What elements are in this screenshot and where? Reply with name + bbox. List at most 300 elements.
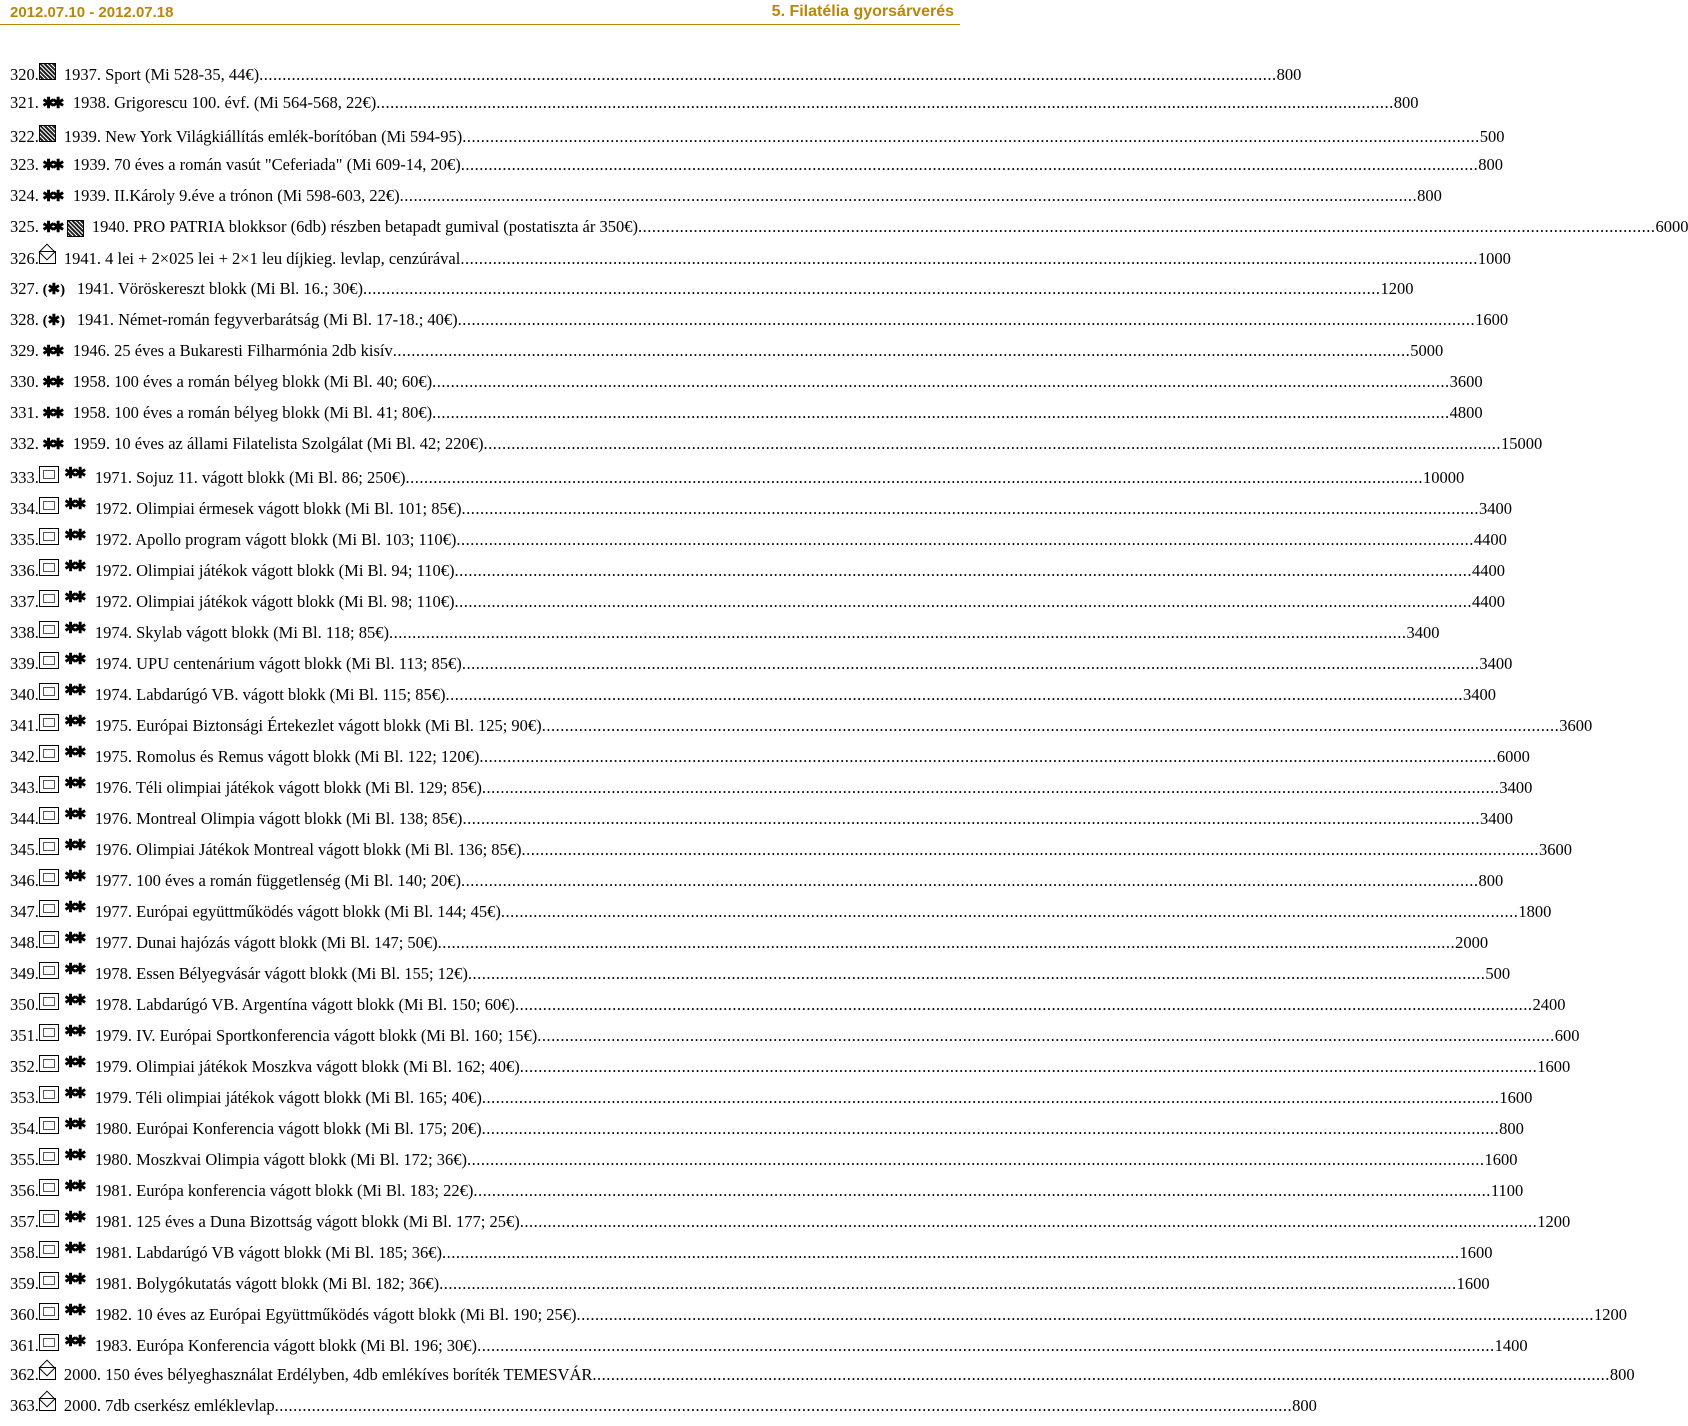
lot-number: 336.	[10, 560, 39, 580]
lot-description: 1976. Téli olimpiai játékok vágott blokk (Mi Bl. 129; 85€)	[94, 777, 482, 797]
lot-number: 341.	[10, 715, 39, 735]
mnh-icon: ✱✱	[64, 1055, 84, 1071]
dot-leader: ............................................................................................................................................................................................................................	[461, 653, 1480, 673]
dot-leader: ............................................................................................................................................................................................................................	[363, 279, 1381, 298]
lot-number: 352.	[10, 1056, 39, 1076]
circle-star-icon: (✱)	[42, 282, 66, 298]
mnh-icon: ✱✱	[64, 900, 84, 916]
lot-row	[10, 496, 1513, 527]
lot-number: 330.	[10, 372, 39, 391]
lot-number: 343.	[10, 777, 39, 797]
mnh-icon: ✱✱	[64, 931, 84, 947]
dot-leader: ............................................................................................................................................................................................................................	[405, 467, 1423, 487]
sheet-icon	[39, 869, 59, 886]
sheet-icon	[39, 962, 59, 979]
dot-leader: ............................................................................................................................................................................................................................	[541, 715, 1560, 735]
lot-icons	[39, 124, 56, 142]
lot-description: 1981. Labdarúgó VB vágott blokk (Mi Bl. 185; 36€)	[94, 1242, 442, 1262]
lot-description: 1979. Téli olimpiai játékok vágott blokk (Mi Bl. 165; 40€)	[94, 1087, 482, 1107]
lot-price: 3400	[1479, 808, 1513, 828]
lot-price: 3400	[1406, 622, 1440, 642]
lot-icons	[39, 1364, 56, 1382]
lot-description: 1975. Európai Biztonsági Értekezlet vágott blokk (Mi Bl. 125; 90€)	[94, 715, 542, 735]
dot-leader: ............................................................................................................................................................................................................................	[460, 248, 1478, 268]
lot-description: 1980. Európai Konferencia vágott blokk (Mi Bl. 175; 20€)	[94, 1118, 482, 1138]
lot-row	[10, 310, 1509, 341]
lot-row	[10, 62, 1302, 93]
lot-icons	[39, 1395, 56, 1413]
lot-price: 4800	[1449, 403, 1483, 422]
lot-description: 1976. Montreal Olimpia vágott blokk (Mi Bl. 138; 85€)	[94, 808, 463, 828]
lot-description: 1982. 10 éves az Európai Együttműködés vágott blokk (Mi Bl. 190; 25€)	[94, 1304, 577, 1324]
lot-number: 340.	[10, 684, 39, 704]
mnh-icon: ✱✱	[64, 776, 84, 792]
lot-icons	[39, 436, 65, 454]
lot-row	[10, 558, 1505, 589]
lot-price: 600	[1554, 1025, 1580, 1045]
mnh-icon: ✱✱	[42, 158, 62, 174]
lot-description: 1939. II.Károly 9.éve a trónon (Mi 598-603, 22€)	[72, 186, 400, 205]
lot-description: 1977. Dunai hajózás vágott blokk (Mi Bl. 147; 50€)	[94, 932, 438, 952]
lot-number: 360.	[10, 1304, 39, 1324]
lot-number: 322.	[10, 126, 39, 146]
dot-leader: ............................................................................................................................................................................................................................	[537, 1025, 1555, 1045]
lot-description: 1979. IV. Európai Sportkonferencia vágott blokk (Mi Bl. 160; 15€)	[94, 1025, 538, 1045]
lot-icons	[39, 744, 87, 762]
dot-leader: ............................................................................................................................................................................................................................	[514, 994, 1533, 1014]
mnh-icon: ✱✱	[42, 406, 62, 422]
dot-leader: ............................................................................................................................................................................................................................	[521, 839, 1540, 859]
lot-row	[10, 713, 1593, 744]
lot-row	[10, 1054, 1571, 1085]
sheet-icon	[39, 497, 59, 514]
lot-icons	[39, 312, 69, 330]
lot-description: 1939. New York Világkiállítás emlék-borítóban (Mi 594-95)	[63, 126, 463, 146]
sheet-icon	[39, 900, 59, 917]
lot-icons	[39, 961, 87, 979]
sheet-icon	[39, 528, 59, 545]
mnh-icon: ✱✱	[64, 1210, 84, 1226]
lot-price: 1400	[1494, 1335, 1528, 1355]
lot-row	[10, 1271, 1490, 1302]
lot-row	[10, 589, 1505, 620]
mnh-icon: ✱✱	[64, 1272, 84, 1288]
lot-row	[10, 217, 1688, 248]
dot-leader: ............................................................................................................................................................................................................................	[637, 217, 1656, 236]
lot-price: 1600	[1475, 310, 1509, 329]
mnh-icon: ✱✱	[64, 1179, 84, 1195]
lot-icons	[39, 1178, 87, 1196]
mnh-icon: ✱✱	[64, 869, 84, 885]
lot-icons	[39, 343, 65, 361]
lot-price: 3400	[1462, 684, 1496, 704]
sheet-icon	[39, 931, 59, 948]
mnh-icon: ✱✱	[64, 807, 84, 823]
sheet-icon	[39, 1148, 59, 1165]
lot-row	[10, 775, 1533, 806]
dot-leader: ............................................................................................................................................................................................................................	[473, 1180, 1491, 1200]
lot-row	[10, 1085, 1533, 1116]
lot-description: 1939. 70 éves a román vasút "Ceferiada" (Mi 609-14, 20€)	[72, 155, 461, 174]
mnh-icon: ✱✱	[42, 220, 62, 236]
lot-price: 1600	[1459, 1242, 1493, 1262]
lot-description: 1981. 125 éves a Duna Bizottság vágott blokk (Mi Bl. 177; 25€)	[94, 1211, 520, 1231]
lot-number: 359.	[10, 1273, 39, 1293]
lot-row	[10, 1209, 1571, 1240]
mnh-icon: ✱✱	[64, 993, 84, 1009]
lot-description: 1979. Olimpiai játékok Moszkva vágott blokk (Mi Bl. 162; 40€)	[94, 1056, 520, 1076]
lot-description: 1958. 100 éves a román bélyeg blokk (Mi Bl. 40; 60€)	[72, 372, 433, 391]
lot-description: 1958. 100 éves a román bélyeg blokk (Mi Bl. 41; 80€)	[72, 403, 433, 422]
lot-description: 1978. Essen Bélyegvásár vágott blokk (Mi Bl. 155; 12€)	[94, 963, 468, 983]
mnh-icon: ✱✱	[42, 96, 62, 112]
lot-description: 1978. Labdarúgó VB. Argentína vágott blokk (Mi Bl. 150; 60€)	[94, 994, 515, 1014]
mnh-icon: ✱✱	[64, 466, 84, 482]
lot-price: 800	[1417, 186, 1442, 205]
envelope-icon	[39, 1398, 56, 1411]
lot-description: 1981. Bolygókutatás vágott blokk (Mi Bl. 182; 36€)	[94, 1273, 440, 1293]
lot-number: 354.	[10, 1118, 39, 1138]
lot-row	[10, 341, 1444, 372]
lot-description: 2000. 150 éves bélyeghasználat Erdélyben, 4db emlékíves boríték TEMESVÁR	[63, 1364, 593, 1384]
lot-price: 800	[1478, 155, 1503, 174]
dot-leader: ............................................................................................................................................................................................................................	[456, 529, 1474, 549]
lot-icons	[39, 620, 87, 638]
lot-description: 1977. Európai együttműködés vágott blokk (Mi Bl. 144; 45€)	[94, 901, 501, 921]
dot-leader: ............................................................................................................................................................................................................................	[388, 622, 1407, 642]
lot-description: 1972. Apollo program vágott blokk (Mi Bl. 103; 110€)	[94, 529, 457, 549]
sheet-icon	[39, 1241, 59, 1258]
lot-number: 327.	[10, 279, 39, 298]
lot-icons	[39, 1147, 87, 1165]
lot-icons	[39, 95, 65, 113]
lot-number: 334.	[10, 498, 39, 518]
lot-icons	[39, 1116, 87, 1134]
sheet-icon	[39, 1024, 59, 1041]
mnh-icon: ✱✱	[64, 745, 84, 761]
lot-number: 339.	[10, 653, 39, 673]
lot-row	[10, 744, 1530, 775]
lot-number: 353.	[10, 1087, 39, 1107]
lot-description: 1946. 25 éves a Bukaresti Filharmónia 2db kisív	[72, 341, 393, 360]
lot-description: 1980. Moszkvai Olimpia vágott blokk (Mi Bl. 172; 36€)	[94, 1149, 468, 1169]
lot-price: 3400	[1479, 653, 1513, 673]
mnh-icon: ✱✱	[64, 1334, 84, 1350]
mnh-icon: ✱✱	[64, 962, 84, 978]
mnh-icon: ✱✱	[42, 344, 62, 360]
lot-number: 320.	[10, 64, 39, 84]
sheet-icon	[39, 838, 59, 855]
lot-number: 333.	[10, 467, 39, 487]
lot-row	[10, 279, 1414, 310]
lot-icons	[39, 558, 87, 576]
dot-leader: ............................................................................................................................................................................................................................	[376, 93, 1394, 112]
dot-leader: ............................................................................................................................................................................................................................	[481, 1087, 1500, 1107]
lot-row	[10, 1333, 1528, 1364]
lot-row	[10, 248, 1511, 279]
sheet-icon	[39, 807, 59, 824]
lot-description: 1940. PRO PATRIA blokksor (6db) részben betapadt gumival (postatiszta ár 350€)	[91, 217, 638, 236]
lot-number: 357.	[10, 1211, 39, 1231]
lot-description: 1937. Sport (Mi 528-35, 44€)	[63, 64, 260, 84]
dot-leader: ............................................................................................................................................................................................................................	[481, 1118, 1500, 1138]
mnh-icon: ✱✱	[64, 528, 84, 544]
lot-row	[10, 620, 1440, 651]
lot-icons	[39, 992, 87, 1010]
lot-price: 800	[1292, 1395, 1317, 1415]
lot-row	[10, 465, 1465, 496]
lot-icons	[39, 188, 65, 206]
lot-icons	[39, 219, 84, 237]
lot-number: 325.	[10, 217, 39, 236]
envelope-icon	[39, 1367, 56, 1380]
mnh-icon: ✱✱	[42, 375, 62, 391]
dot-leader: ............................................................................................................................................................................................................................	[462, 808, 1480, 828]
lot-price: 5000	[1410, 341, 1444, 360]
mnh-icon: ✱✱	[64, 1303, 84, 1319]
dot-leader: ............................................................................................................................................................................................................................	[439, 1273, 1457, 1293]
lot-price: 1600	[1484, 1149, 1518, 1169]
mnh-icon: ✱✱	[64, 1241, 84, 1257]
sheet-icon	[39, 1303, 59, 1320]
lot-row	[10, 930, 1489, 961]
lot-icons	[39, 589, 87, 607]
page-header	[0, 0, 960, 26]
dot-leader: ............................................................................................................................................................................................................................	[454, 560, 1472, 580]
lot-row	[10, 806, 1513, 837]
lot-row	[10, 899, 1552, 930]
dot-leader: ............................................................................................................................................................................................................................	[462, 126, 1480, 146]
lot-row	[10, 1395, 1317, 1426]
lot-icons	[39, 248, 56, 266]
lot-row	[10, 434, 1543, 465]
lot-price: 3600	[1449, 372, 1483, 391]
sheet-icon	[39, 590, 59, 607]
lot-row	[10, 93, 1419, 124]
lot-icons	[39, 1333, 87, 1351]
lot-description: 1972. Olimpiai játékok vágott blokk (Mi Bl. 98; 110€)	[94, 591, 455, 611]
mnh-icon: ✱✱	[64, 683, 84, 699]
lot-number: 363.	[10, 1395, 39, 1415]
lot-row	[10, 1147, 1518, 1178]
lot-description: 1959. 10 éves az állami Filatelista Szolgálat (Mi Bl. 42; 220€)	[72, 434, 484, 453]
lot-icons	[39, 899, 87, 917]
lot-number: 345.	[10, 839, 39, 859]
lot-icons	[39, 281, 69, 299]
dot-leader: ............................................................................................................................................................................................................................	[432, 372, 1450, 391]
circle-star-icon: (✱)	[42, 313, 66, 329]
dot-leader: ............................................................................................................................................................................................................................	[399, 186, 1418, 205]
block-icon	[67, 220, 84, 237]
dot-leader: ............................................................................................................................................................................................................................	[592, 1364, 1610, 1384]
lot-description: 1938. Grigorescu 100. évf. (Mi 564-568, 22€)	[72, 93, 377, 112]
lot-number: 344.	[10, 808, 39, 828]
dot-leader: ............................................................................................................................................................................................................................	[457, 310, 1476, 329]
sheet-icon	[39, 466, 59, 483]
lot-icons	[39, 713, 87, 731]
mnh-icon: ✱✱	[64, 838, 84, 854]
sheet-icon	[39, 652, 59, 669]
dot-leader: ............................................................................................................................................................................................................................	[500, 901, 1519, 921]
mnh-icon: ✱✱	[64, 1024, 84, 1040]
lot-row	[10, 682, 1496, 713]
dot-leader: ............................................................................................................................................................................................................................	[460, 155, 1479, 174]
sheet-icon	[39, 1179, 59, 1196]
lot-number: 332.	[10, 434, 39, 453]
lot-price: 1600	[1499, 1087, 1533, 1107]
lot-price: 1200	[1537, 1211, 1571, 1231]
lot-number: 350.	[10, 994, 39, 1014]
lot-description: 1971. Sojuz 11. vágott blokk (Mi Bl. 86; 250€)	[94, 467, 406, 487]
lot-number: 335.	[10, 529, 39, 549]
lot-price: 1000	[1477, 248, 1511, 268]
dot-leader: ............................................................................................................................................................................................................................	[467, 1149, 1485, 1169]
header-dates: 2012.07.10 - 2012.07.18	[10, 4, 174, 21]
mnh-icon: ✱✱	[42, 437, 62, 453]
lot-number: 324.	[10, 186, 39, 205]
sheet-icon	[39, 776, 59, 793]
lot-icons	[39, 837, 87, 855]
mnh-icon: ✱✱	[64, 652, 84, 668]
lot-row	[10, 1023, 1580, 1054]
dot-leader: ............................................................................................................................................................................................................................	[477, 1335, 1495, 1355]
lot-price: 800	[1478, 870, 1504, 890]
lot-price: 4400	[1473, 529, 1507, 549]
lot-number: 356.	[10, 1180, 39, 1200]
lot-icons	[39, 374, 65, 392]
lot-description: 1981. Európa konferencia vágott blokk (Mi Bl. 183; 22€)	[94, 1180, 474, 1200]
dot-leader: ............................................................................................................................................................................................................................	[392, 341, 1411, 360]
sheet-icon	[39, 1210, 59, 1227]
lot-price: 1600	[1537, 1056, 1571, 1076]
lot-number: 342.	[10, 746, 39, 766]
lot-number: 347.	[10, 901, 39, 921]
dot-leader: ............................................................................................................................................................................................................................	[437, 932, 1456, 952]
lot-icons	[39, 157, 65, 175]
lot-price: 6000	[1655, 217, 1688, 236]
lot-price: 2400	[1532, 994, 1566, 1014]
lot-price: 800	[1276, 64, 1302, 84]
header-section: 5. Filatélia gyorsárverés	[771, 3, 954, 20]
lot-description: 1974. UPU centenárium vágott blokk (Mi Bl. 113; 85€)	[94, 653, 462, 673]
lot-row	[10, 1240, 1493, 1271]
sheet-icon	[39, 621, 59, 638]
lot-description: 1972. Olimpiai érmesek vágott blokk (Mi Bl. 101; 85€)	[94, 498, 462, 518]
lot-price: 1200	[1594, 1304, 1628, 1324]
lot-price: 3400	[1499, 777, 1533, 797]
lot-price: 10000	[1422, 467, 1465, 487]
lot-number: 346.	[10, 870, 39, 890]
lot-price: 4400	[1471, 560, 1505, 580]
lot-price: 4400	[1471, 591, 1505, 611]
lot-list	[10, 62, 1688, 1426]
dot-leader: ............................................................................................................................................................................................................................	[441, 1242, 1460, 1262]
lot-row	[10, 1364, 1635, 1395]
lot-description: 2000. 7db cserkész emléklevlap	[63, 1395, 275, 1415]
dot-leader: ............................................................................................................................................................................................................................	[519, 1056, 1538, 1076]
lot-number: 326.	[10, 248, 39, 268]
dot-leader: ............................................................................................................................................................................................................................	[479, 746, 1497, 766]
lot-number: 321.	[10, 93, 39, 112]
lot-icons	[39, 1209, 87, 1227]
lot-description: 1941. Német-román fegyverbarátság (Mi Bl. 17-18.; 40€)	[76, 310, 458, 329]
lot-description: 1972. Olimpiai játékok vágott blokk (Mi Bl. 94; 110€)	[94, 560, 455, 580]
sheet-icon	[39, 1334, 59, 1351]
lot-row	[10, 372, 1483, 403]
lot-icons	[39, 868, 87, 886]
sheet-icon	[39, 1086, 59, 1103]
lot-price: 1800	[1518, 901, 1552, 921]
lot-number: 328.	[10, 310, 39, 329]
lot-price: 3400	[1479, 498, 1513, 518]
lot-number: 349.	[10, 963, 39, 983]
lot-row	[10, 992, 1566, 1023]
sheet-icon	[39, 683, 59, 700]
lot-number: 348.	[10, 932, 39, 952]
lot-price: 3600	[1559, 715, 1593, 735]
sheet-icon	[39, 559, 59, 576]
lot-row	[10, 651, 1513, 682]
lot-description: 1974. Skylab vágott blokk (Mi Bl. 118; 85€)	[94, 622, 389, 642]
mnh-icon: ✱✱	[64, 1117, 84, 1133]
lot-icons	[39, 1240, 87, 1258]
lot-number: 351.	[10, 1025, 39, 1045]
mnh-icon: ✱✱	[64, 1148, 84, 1164]
header-divider	[0, 24, 960, 25]
lot-icons	[39, 527, 87, 545]
lot-description: 1975. Romolus és Remus vágott blokk (Mi Bl. 122; 120€)	[94, 746, 480, 766]
lot-price: 6000	[1496, 746, 1530, 766]
dot-leader: ............................................................................................................................................................................................................................	[467, 963, 1486, 983]
lot-icons	[39, 496, 87, 514]
dot-leader: ............................................................................................................................................................................................................................	[576, 1304, 1595, 1324]
lot-price: 800	[1393, 93, 1419, 112]
lot-price: 1200	[1380, 279, 1414, 298]
dot-leader: ............................................................................................................................................................................................................................	[519, 1211, 1538, 1231]
mnh-icon: ✱✱	[64, 559, 84, 575]
lot-icons	[39, 1302, 87, 1320]
dot-leader: ............................................................................................................................................................................................................................	[259, 64, 1277, 84]
dot-leader: ............................................................................................................................................................................................................................	[445, 684, 1463, 704]
sheet-icon	[39, 1272, 59, 1289]
lot-description: 1941. Vöröskereszt blokk (Mi Bl. 16.; 30€)	[76, 279, 364, 298]
lot-row	[10, 155, 1503, 186]
lot-icons	[39, 682, 87, 700]
lot-icons	[39, 405, 65, 423]
lot-price: 1600	[1456, 1273, 1490, 1293]
block-icon	[39, 125, 56, 142]
lot-price: 800	[1499, 1118, 1524, 1138]
dot-leader: ............................................................................................................................................................................................................................	[483, 434, 1501, 453]
lot-icons	[39, 62, 56, 80]
lot-icons	[39, 1023, 87, 1041]
lot-row	[10, 186, 1442, 217]
dot-leader: ............................................................................................................................................................................................................................	[461, 870, 1479, 890]
lot-description: 1941. 4 lei + 2×025 lei + 2×1 leu díjkieg. levlap, cenzúrával	[63, 248, 461, 268]
lot-icons	[39, 1054, 87, 1072]
lot-row	[10, 961, 1511, 992]
dot-leader: ............................................................................................................................................................................................................................	[274, 1395, 1293, 1415]
sheet-icon	[39, 745, 59, 762]
lot-description: 1974. Labdarúgó VB. vágott blokk (Mi Bl. 115; 85€)	[94, 684, 446, 704]
lot-row	[10, 1178, 1524, 1209]
dot-leader: ............................................................................................................................................................................................................................	[432, 403, 1450, 422]
mnh-icon: ✱✱	[64, 1086, 84, 1102]
lot-number: 358.	[10, 1242, 39, 1262]
lot-icons	[39, 1271, 87, 1289]
lot-row	[10, 527, 1507, 558]
lot-icons	[39, 1085, 87, 1103]
